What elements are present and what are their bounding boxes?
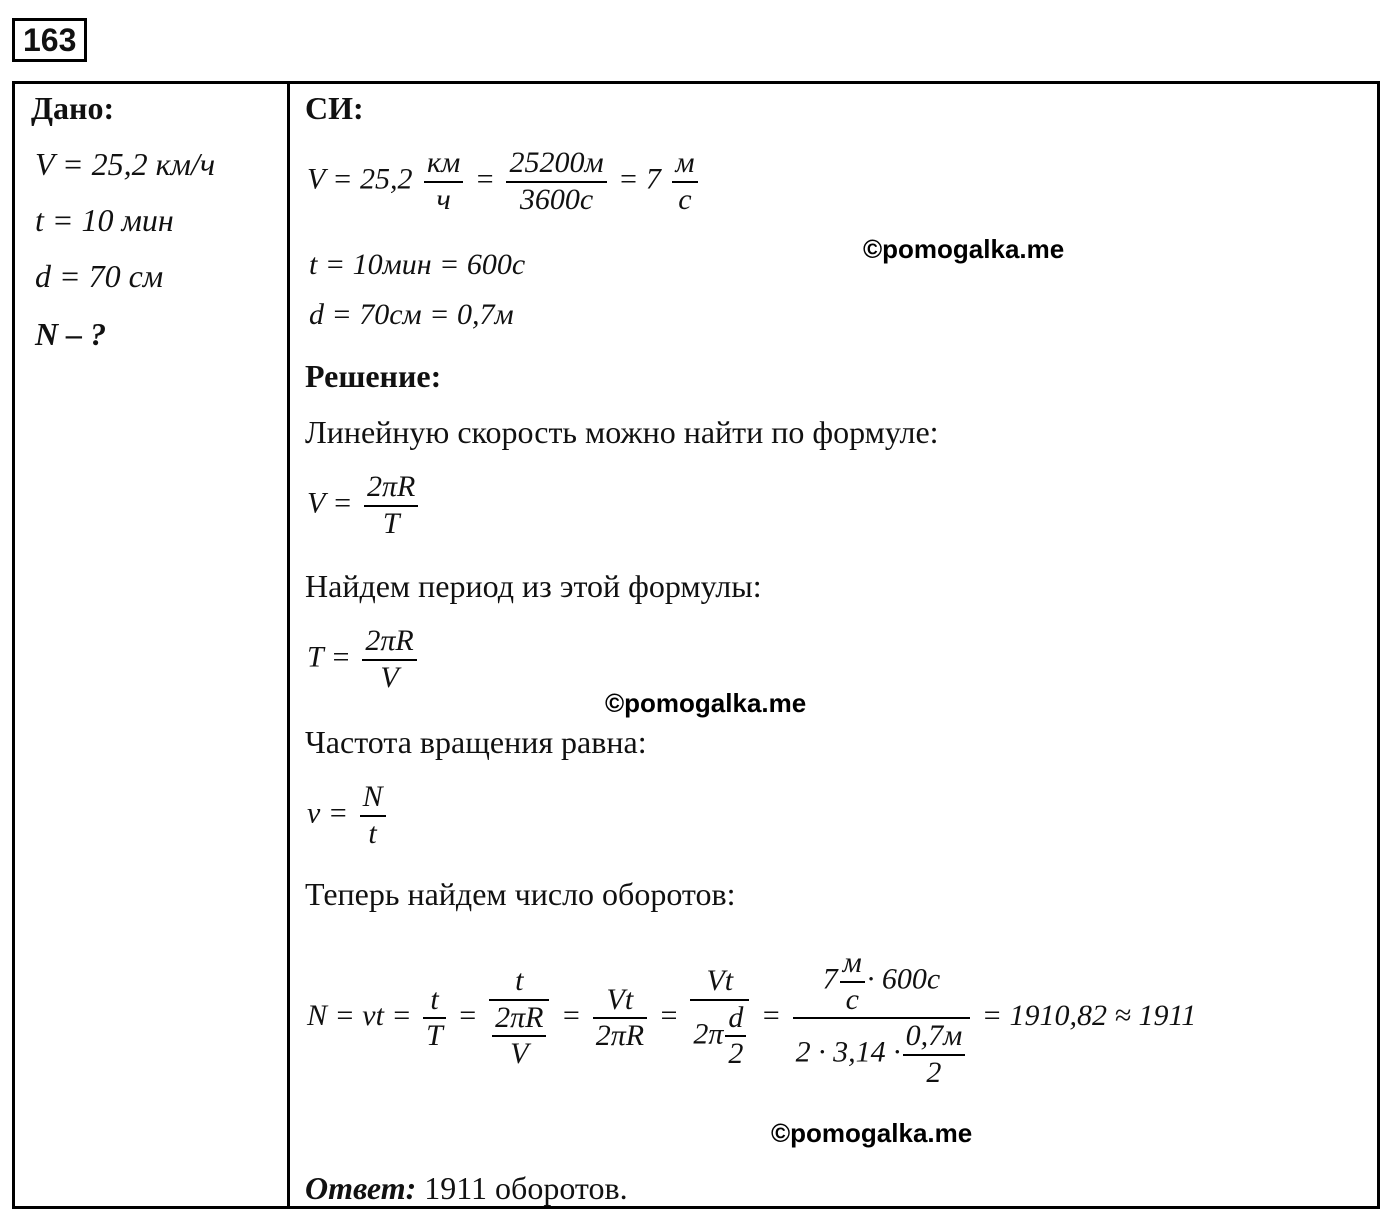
given-velocity: V = 25,2 км/ч [35, 146, 216, 182]
given-heading: Дано: [31, 90, 115, 126]
answer-text: 1911 оборотов. [424, 1170, 628, 1206]
solution-table [12, 81, 1380, 1209]
solution-text-3: Частота вращения равна: [305, 724, 647, 760]
formula-velocity: V = $\frac{2\pi R}{T}$ [307, 470, 422, 541]
si-time-formula: t = 10мин = 600с [309, 248, 526, 281]
si-v-frac2: $\frac{25200м}{3600с}$ [506, 146, 606, 217]
watermark: ©pomogalka.me [771, 1118, 973, 1148]
si-v-eq1: = [474, 162, 495, 196]
formula-revolutions: N = νt = $\frac{t}{T}$ = $\frac{t}{\frac{2\pi R}{V}}$ = $\frac{Vt}{2\pi R}$ = Vt 2π $\frac{d}{2}$ = 7 $\frac{м}{с}$ · 600с 2 · 3,14 · $\frac{0,7м}{2}$ = 1910,82 ≈ 1911 [307, 946, 1197, 1089]
si-v-lhs: V = 25,2 [307, 162, 413, 196]
si-v-frac1: $\frac{км}{ч}$ [424, 146, 463, 217]
solution-text-4: Теперь найдем число оборотов: [305, 876, 736, 912]
watermark: ©pomogalka.me [863, 234, 1065, 264]
solution-text-2: Найдем период из этой формулы: [305, 568, 762, 604]
given-unknown: N – ? [35, 316, 107, 352]
si-heading: СИ: [305, 90, 364, 126]
answer-label: Ответ: [305, 1170, 417, 1206]
given-diameter: d = 70 см [35, 258, 164, 294]
solution-heading: Решение: [305, 358, 442, 394]
si-v-eq2: = 7 [618, 162, 661, 196]
solution-text-1: Линейную скорость можно найти по формуле: [305, 414, 939, 450]
si-v-frac3: $\frac{м}{с}$ [672, 146, 697, 217]
watermark: ©pomogalka.me [605, 688, 807, 718]
problem-number: 163 [12, 18, 87, 62]
column-divider [287, 84, 290, 1206]
formula-period: T = $\frac{2\pi R}{V}$ [307, 624, 421, 695]
given-time: t = 10 мин [35, 202, 174, 238]
si-diameter-formula: d = 70см = 0,7м [309, 298, 514, 331]
answer [305, 1170, 628, 1207]
formula-frequency: ν = $\frac{N}{t}$ [307, 780, 390, 851]
si-velocity-formula [307, 146, 702, 217]
